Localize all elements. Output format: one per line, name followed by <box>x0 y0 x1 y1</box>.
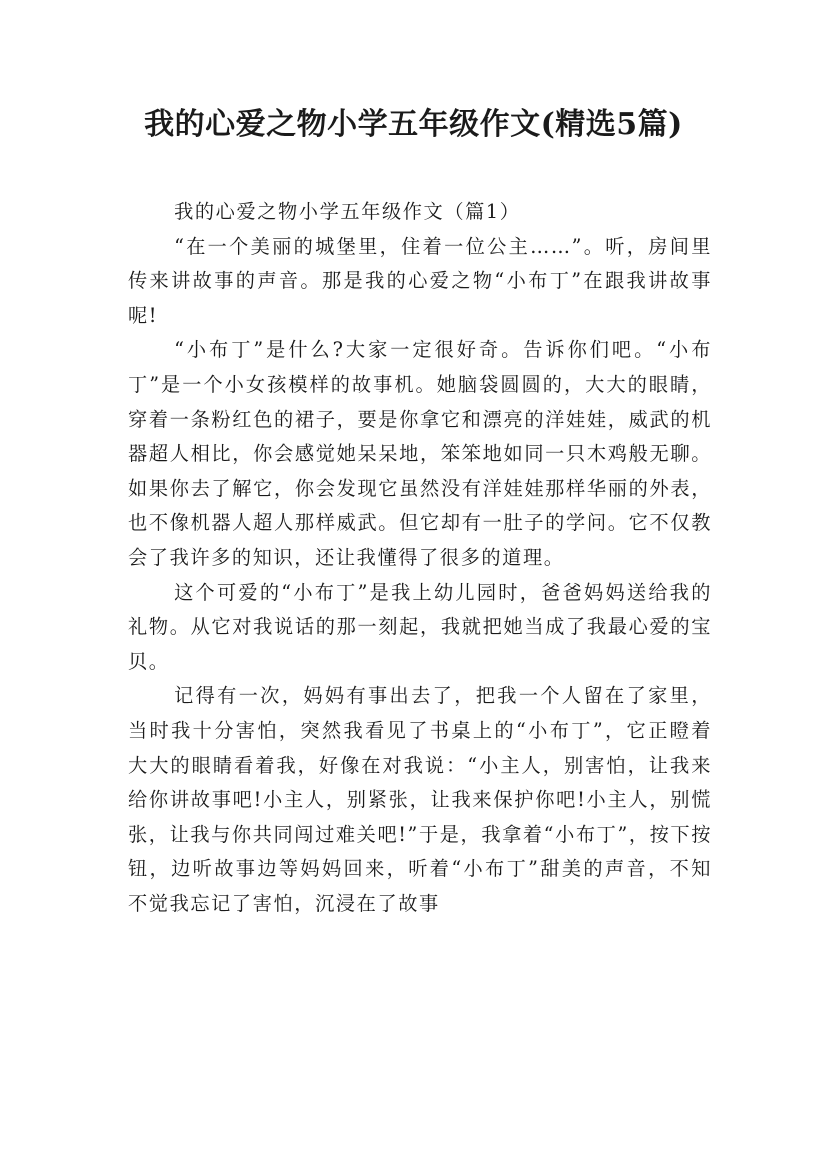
paragraph: 这个可爱的“小布丁”是我上幼儿园时，爸爸妈妈送给我的礼物。从它对我说话的那一刻起，我就把她当成了我最心爱的宝贝。 <box>128 580 712 673</box>
paragraph: “在一个美丽的城堡里，住着一位公主……”。听，房间里传来讲故事的声音。那是我的心爱之物“小布丁”在跟我讲故事呢! <box>128 234 712 327</box>
document-body <box>128 195 712 921</box>
paragraph: 记得有一次，妈妈有事出去了，把我一个人留在了家里，当时我十分害怕，突然我看见了书桌上的“小布丁”，它正瞪着大大的眼睛看着我，好像在对我说：“小主人，别害怕，让我来给你讲故事吧!小主人，别紧张，让我来保护你吧!小主人，别慌张，让我与你共同闯过难关吧!”于是，我拿着“小布丁”，按下按钮，边听故事边等妈妈回来，听着“小布丁”甜美的声音，不知不觉我忘记了害怕，沉浸在了故事 <box>128 684 713 915</box>
document-title: 我的心爱之物小学五年级作文(精选5篇) <box>144 107 683 142</box>
paragraph: “小布丁”是什么?大家一定很好奇。告诉你们吧。“小布丁”是一个小女孩模样的故事机。她脑袋圆圆的，大大的眼睛，穿着一条粉红色的裙子，要是你拿它和漂亮的洋娃娃，威武的机器超人相比，你会感觉她呆呆地，笨笨地如同一只木鸡般无聊。如果你去了解它，你会发现它虽然没有洋娃娃那样华丽的外表，也不像机器人超人那样威武。但它却有一肚子的学问。它不仅教会了我许多的知识，还让我懂得了很多的道理。 <box>128 338 712 569</box>
section-heading: 我的心爱之物小学五年级作文（篇1） <box>174 200 521 223</box>
